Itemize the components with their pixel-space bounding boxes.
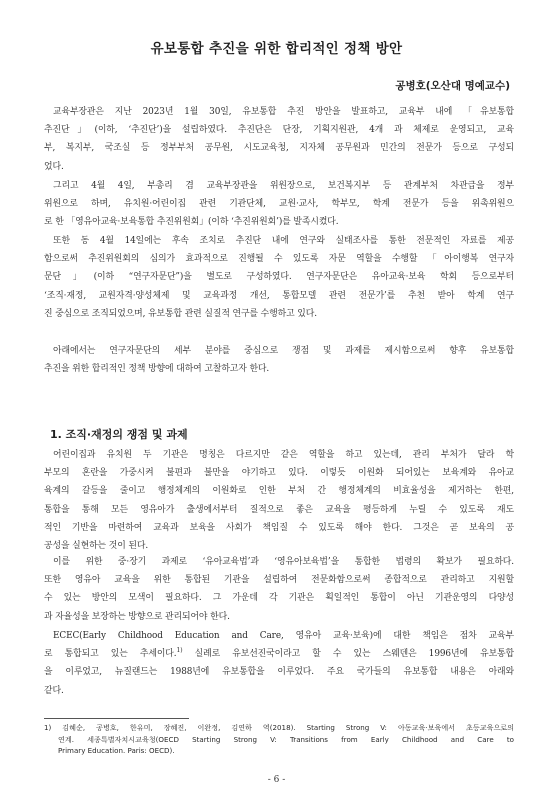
footnote-line: 1) 김혜순, 공병호, 한유미, 장혜진, 이완정, 김연하 역(2018). Starting Strong V: 아동교육·보육에서 초등교육으로의	[44, 723, 514, 732]
text-line: 어린이집과 유치원 두 기관은 명칭은 다르지만 같은 역할을 하고 있는데, 관리 부처가 달라 학	[53, 450, 514, 460]
text-line: 이를 위한 중·장기 과제로 ‘유아교육법’과 ‘영유아보육법’을 통합한 법령의 확보가 필요하다.	[53, 557, 514, 567]
text-line: 교육부장관은 지난 2023년 1월 30일, 유보통합 추진 방안을 발표하고, 교육부 내에 「유보통합	[53, 107, 514, 117]
section-paragraph-1	[44, 446, 514, 555]
text-line: 추진단」(이하, ‘추진단’)을 설립하였다. 추진단은 단장, 기획지원관, 4개 과 체제로 운영되고, 교육	[44, 125, 514, 136]
text-line: 공성을 실현하는 것이 된다.	[44, 540, 149, 551]
page-number: - 6 -	[267, 775, 286, 785]
text-line: 로 한 「영유아교육·보육통합 추진위원회」(이하 ‘추진위원회’)를 발족시켰다.	[44, 217, 339, 228]
text-line: 진 중심으로 조직되었으며, 유보통합 관련 실질적 연구를 수행하고 있다.	[44, 308, 317, 319]
text-line: 위원으로 하며, 유치원·어린이집 관련 기관단체, 교원·교사, 학부모, 학계 전문가 등을 위촉위원으	[44, 199, 514, 210]
page-title: 유보통합 추진을 위한 합리적인 정책 방안	[150, 41, 403, 57]
footnote-line: Primary Education. Paris: OECD).	[58, 746, 175, 755]
text-line: ECEC(Early Childhood Education and Care, 영유아 교육·보육)에 대한 책임은 점차 교육부	[53, 631, 514, 641]
text-line: 수 있는 방안의 모색이 필요하다. 그 가운데 각 기관은 획일적인 통합이 아닌 기관운영의 다양성	[44, 593, 514, 604]
text-line: 문단」(이하 “연구자문단”)을 별도로 구성하였다. 연구자문단은 유아교육·보육 학회 등으로부터	[44, 272, 514, 283]
intro-paragraph-1	[44, 103, 514, 176]
footnote-line: 연계. 세종특별자치시교육청(OECD Starting Strong V: Transitions from Early Childhood and Care to	[58, 734, 514, 744]
section-paragraph-2	[44, 553, 514, 626]
text-line: 같다.	[44, 685, 64, 696]
text-line: ‘조직·재정, 교원자격·양성체제 및 교육과정 개선, 통합모델 관련 전문가’를 추천 받아 학계 연구	[44, 290, 514, 301]
section-heading: 1. 조직·재정의 쟁점 및 과제	[50, 428, 188, 441]
footnote	[44, 722, 514, 757]
text-fragment: 로 통합되고 있는 추세이다.	[44, 649, 177, 660]
text-line: 통합을 통해 모든 영유아가 출생에서부터 질적으로 좋은 교육을 평등하게 누릴 수 있도록 재도	[44, 504, 514, 515]
text-line: 또한 동 4월 14일에는 후속 조치로 추진단 내에 연구와 실태조사를 통한 전문적인 자료를 제공	[53, 236, 514, 246]
footnote-reference[interactable]: 1)	[176, 647, 183, 655]
text-line: 아래에서는 연구자문단의 세부 분야를 중심으로 쟁점 및 과제를 제시함으로써 향후 유보통합	[53, 346, 514, 356]
intro-paragraph-3	[44, 232, 514, 323]
text-line: 그리고 4월 4일, 부총리 겸 교육부장관을 위원장으로, 보건복지부 등 관계부처 차관급을 정부	[53, 181, 514, 191]
text-line	[44, 645, 514, 663]
text-line: 추진을 위한 합리적인 정책 방향에 대하여 고찰하고자 한다.	[44, 364, 270, 375]
text-line: 었다.	[44, 161, 64, 172]
text-fragment: 실례로 유보선진국이라고 할 수 있는 스웨덴은 1996년에 유보통합	[182, 649, 514, 660]
text-line: 과 자율성을 보장하는 방향으로 관리되어야 한다.	[44, 611, 230, 622]
text-line: 부모의 혼란을 가중시켜 불편과 불만을 야기하고 있다. 이렇듯 이원화 되어있는 보육계와 유아교	[44, 468, 514, 479]
text-line: 을 이루었고, 뉴질랜드는 1988년에 유보통합을 이루었다. 주요 국가들의 유보통합 내용은 아래와	[44, 667, 514, 678]
text-line: 부, 복지부, 국조실 등 정부부처 공무원, 시도교육청, 지자체 공무원과 민간의 전문가 등으로 구성되	[44, 143, 514, 154]
section-paragraph-3	[44, 627, 514, 700]
author-byline: 공병호(오산대 명예교수)	[395, 80, 510, 92]
text-line: 적인 기반을 마련하여 교육과 보육을 사회가 책임질 수 있도록 해야 한다. 그것은 곧 보육의 공	[44, 522, 514, 533]
text-line: 또한 영유아 교육을 위한 통합된 기관을 설립하여 전문화함으로써 종합적으로 관리하고 지원할	[44, 575, 514, 586]
intro-paragraph-2	[44, 177, 514, 232]
intro-paragraph-4	[44, 342, 514, 378]
footnote-divider	[44, 718, 189, 719]
text-line: 육계의 갈등을 줄이고 행정체계의 이원화로 인한 부처 간 행정체계의 비효율성을 제거하는 한편,	[44, 486, 514, 497]
text-line: 함으로써 추진위원회의 심의가 효과적으로 진행될 수 있도록 자문 역할을 수행할 「아이행복 연구자	[44, 254, 514, 265]
